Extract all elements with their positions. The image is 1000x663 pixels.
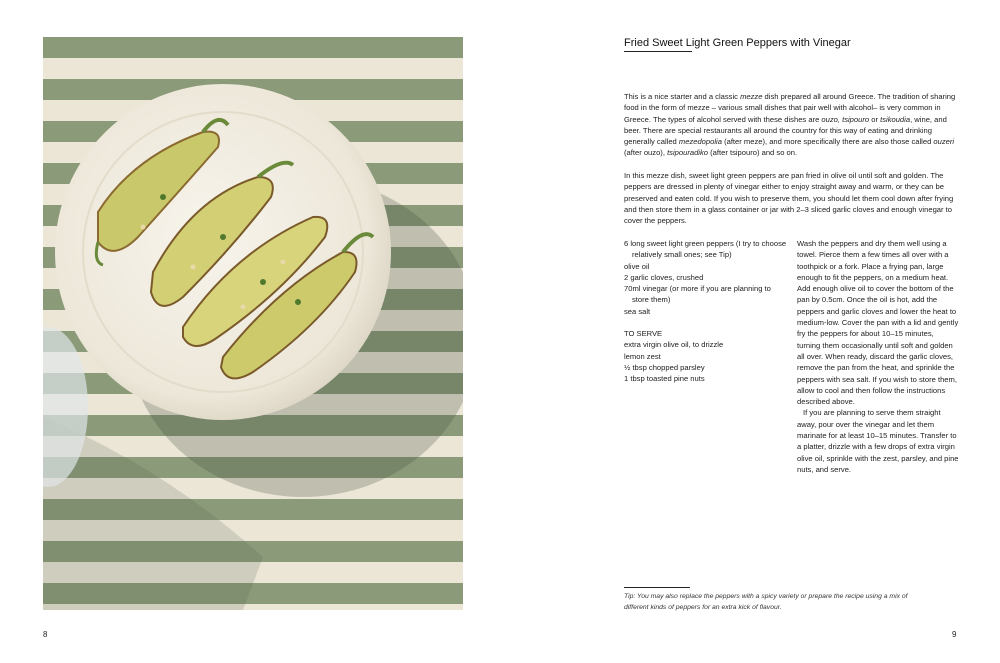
page-number-right: 9 [952,630,957,639]
intro-paragraph-2: In this mezze dish, sweet light green peppers are pan fried in olive oil until soft and golden. The peppers are dressed in plenty of vinegar either to enjoy straight away and warm, or they can be preserved and eaten cold. If you wish to preserve them, you should let them cool down after frying and then store them in a glass container or jar with 2–3 sliced garlic cloves and enough vinegar to cover the peppers. [624,171,954,226]
page-number-left: 8 [43,630,48,639]
tip-rule [624,587,690,588]
method-paragraph-1: Wash the peppers and dry them well using a towel. Pierce them a few times all over with a toothpick or a fork. Place a frying pan, large enough to fit the peppers, on a medium heat. Add enough olive oil to cover the bottom of the pan by 0.5cm. Once the oil is hot, add the peppers and garlic cloves and lower the heat to medium-low. Cover the pan with a lid and gently fry the peppers for about 10–15 minutes, turning them occasionally until soft and golden all over. When ready, discard the garlic cloves, remove the pan from the heat, and sprinkle the peppers with sea salt. If you wish to store them, allow to cool and then follow the instructions described above. [797,239,959,407]
method-column [797,238,959,475]
serve-heading: TO SERVE [624,329,663,339]
ingredient-list [624,238,789,385]
recipe-title: Fried Sweet Light Green Peppers with Vinegar [624,37,851,49]
recipe-photo [43,37,463,610]
ingredient-item: 2 garlic cloves, crushed [624,272,704,282]
ingredient-item: olive oil [624,261,650,271]
ingredient-item: 70ml vinegar (or more if you are planning to store them) [624,284,771,305]
serve-ingredient-item: extra virgin olive oil, to drizzle [624,340,724,350]
intro-paragraph-1: This is a nice starter and a classic mezze dish prepared all around Greece. The tradition of sharing food in the form of mezze – various small dishes that pair well with alcohol– is very common in Greece. The types of alcohol served with these dishes are ouzo, tsipouro or tsikoudia, wine, and beer. There are special restaurants all around the country for this way of eating and drinking generally called mezedopolia (after meze), and more specifically there are also those called ouzeri (after ouzo), tsipouradiko (after tsipouro) and so on. [624,92,956,158]
serve-ingredient-item: ½ tbsp chopped parsley [624,362,705,372]
plate-of-fried-peppers-photo [43,37,463,610]
serve-ingredient-item: 1 tbsp toasted pine nuts [624,374,705,384]
ingredient-item: sea salt [624,306,651,316]
ingredient-item: 6 long sweet light green peppers (I try to choose relatively small ones; see Tip) [624,239,787,260]
title-underline [624,51,692,52]
method-paragraph-2: If you are planning to serve them straight away, pour over the vinegar and let them marinate for at least 10–15 minutes. Transfer to a platter, drizzle with a few drops of extra virgin olive oil, sprinkle with the zest, parsley, and pine nuts, and serve. [797,408,959,474]
serve-ingredient-item: lemon zest [624,351,661,361]
tip-note: Tip: You may also replace the peppers with a spicy variety or prepare the recipe using a mix of different kinds of peppers for an extra kick of flavour. [624,593,908,611]
